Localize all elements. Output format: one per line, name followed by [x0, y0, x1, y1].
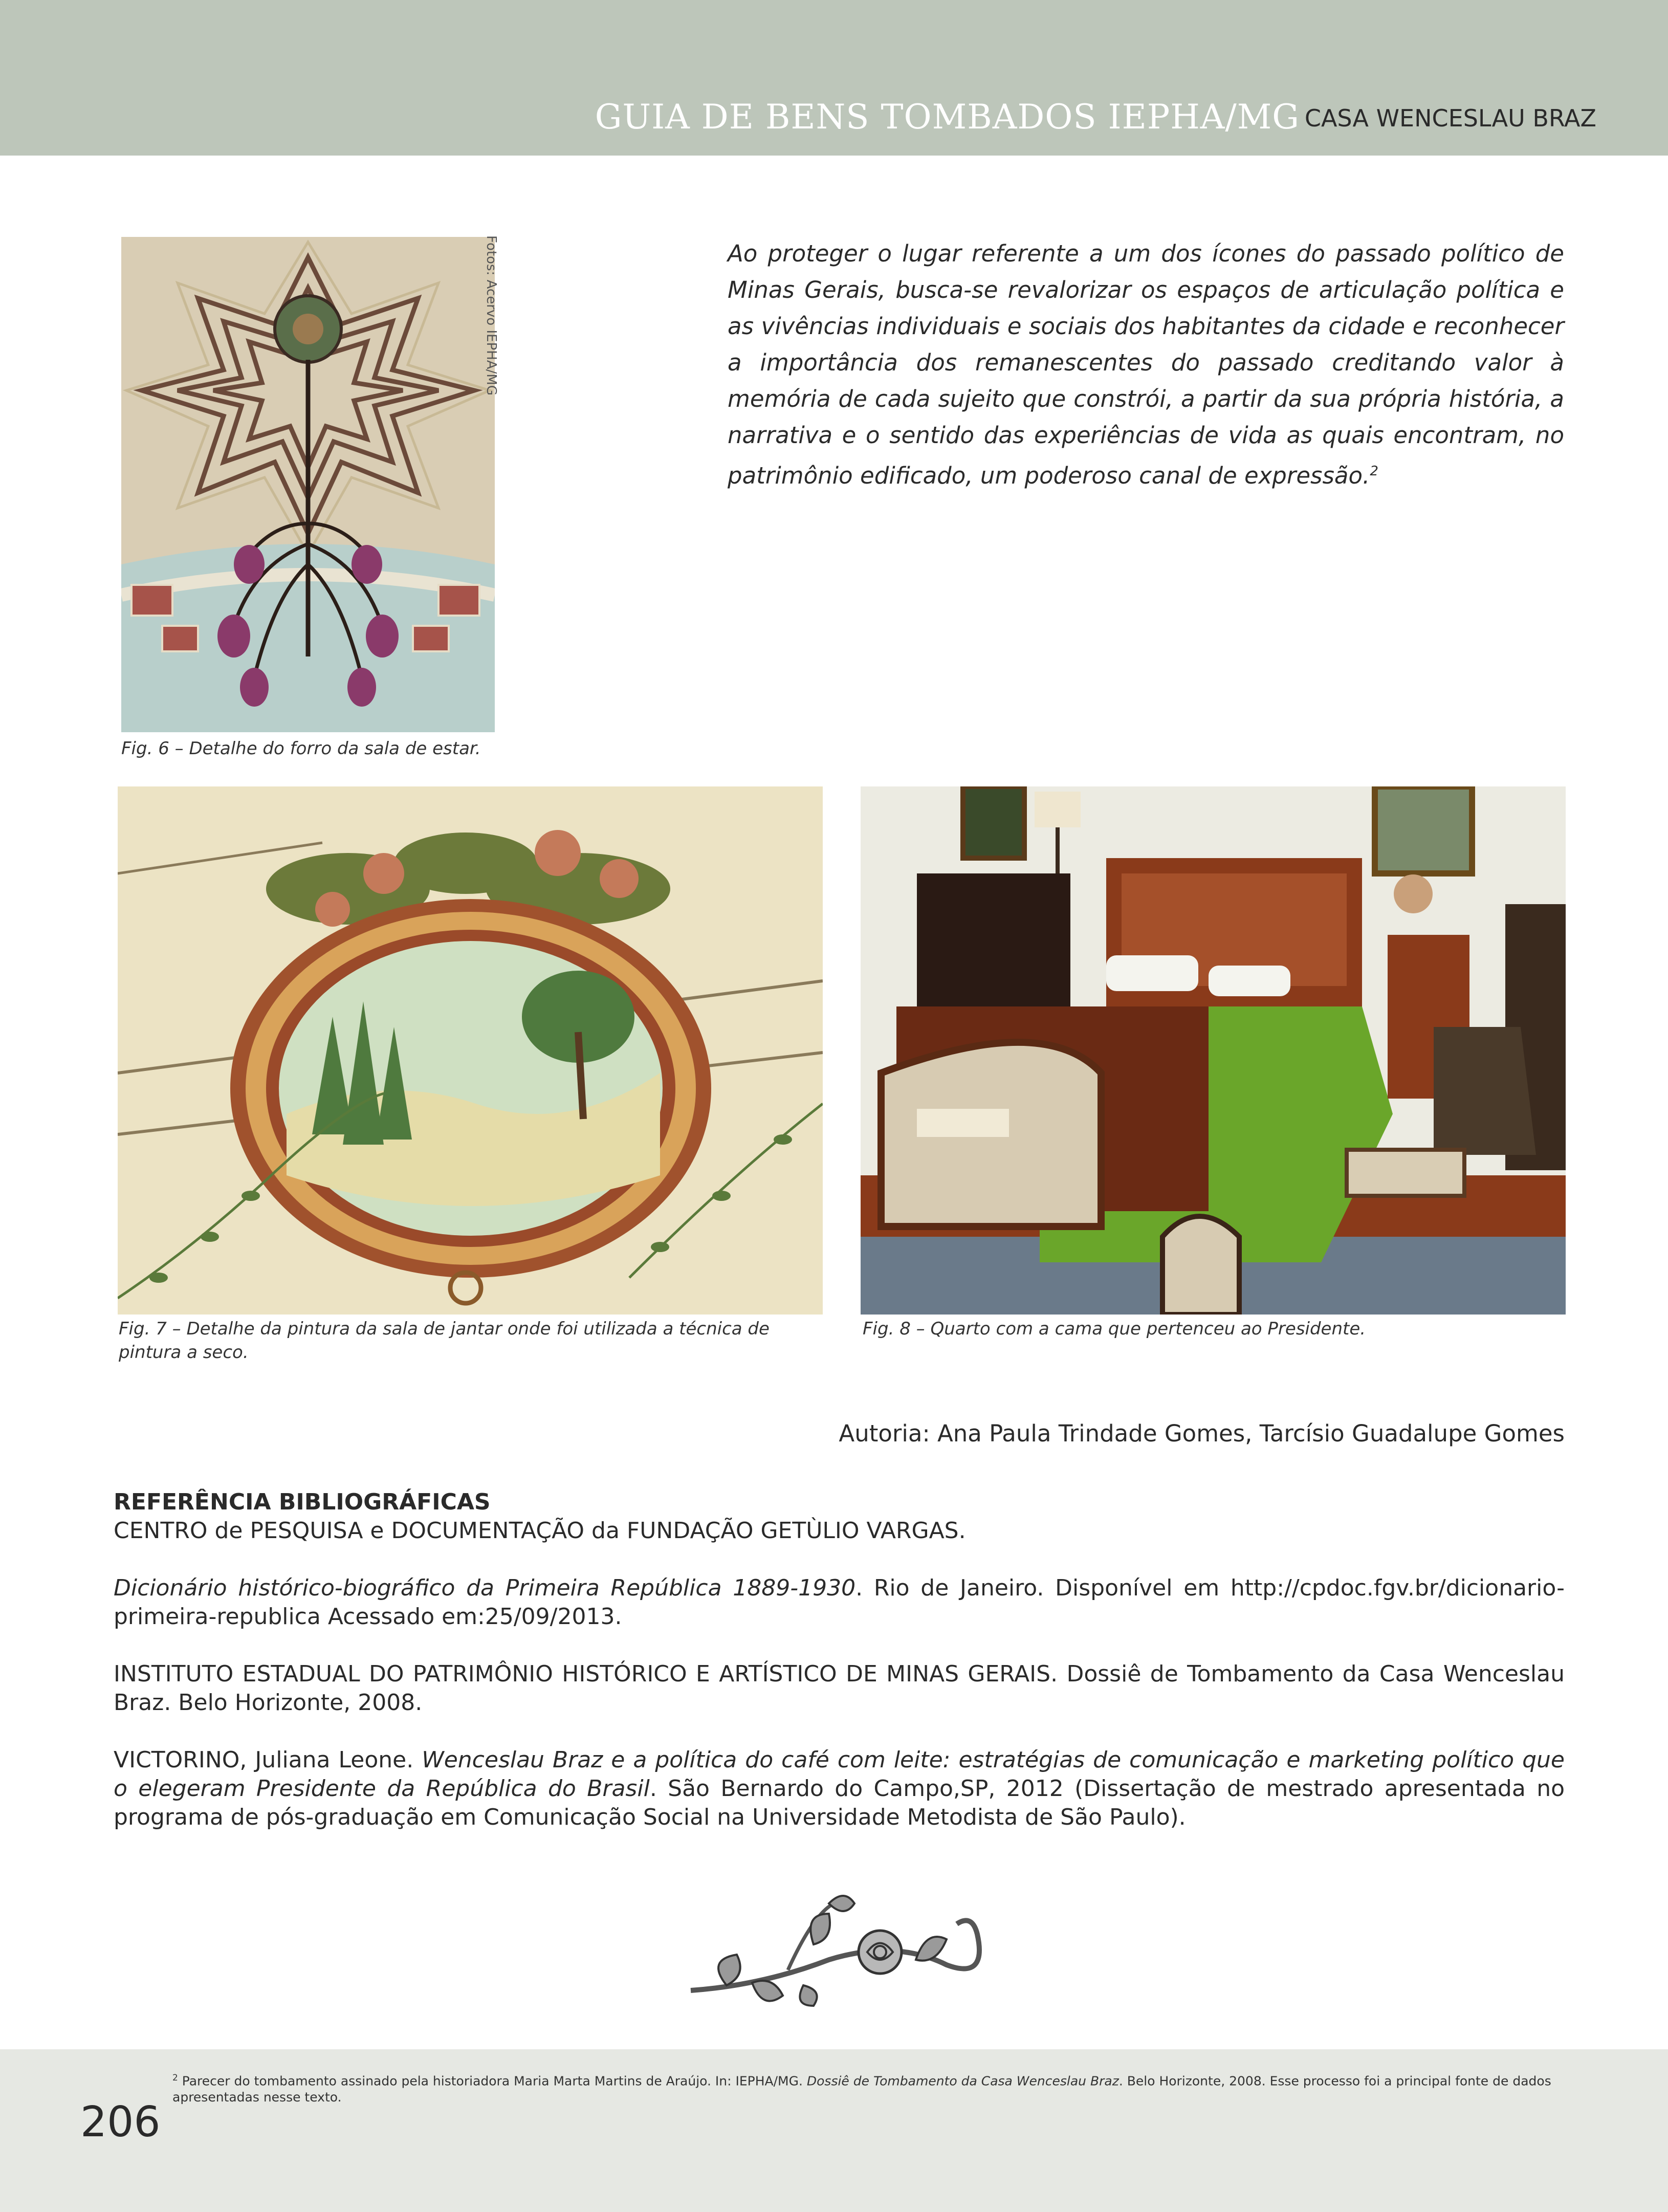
- reference-item: INSTITUTO ESTADUAL DO PATRIMÔNIO HISTÓRICO E ARTÍSTICO DE MINAS GERAIS. Dossiê de Tombamento da Casa Wenceslau Braz. Belo Horizonte, 2008.: [114, 1661, 1565, 1716]
- reference-item: CENTRO de PESQUISA e DOCUMENTAÇÃO da FUNDAÇÃO GETÙLIO VARGAS.: [114, 1518, 966, 1544]
- reference-author: VICTORINO, Juliana Leone.: [114, 1747, 422, 1773]
- page-header: [0, 0, 1668, 156]
- reference-details: . São Bernardo do Campo,SP, 2012 (Dissertação de mestrado apresentada no programa de pós-graduação em Comunicação Social na Universidade Metodista de São Paulo).: [114, 1776, 1565, 1830]
- quote-text: Ao proteger o lugar referente a um dos ícones do passado político de Minas Gerais, busca-se revalorizar os espaços de articulação política e as vivências individuais e sociais dos habitantes da cidade e reconhecer a importância dos remanescentes do passado creditando valor à memória de cada sujeito que constrói, a partir da sua própria história, a narrativa e o sentido das experiências de vida as quais encontram, no patrimônio edificado, um poderoso canal de expressão.: [728, 240, 1564, 489]
- reference-item: [114, 1746, 1565, 1832]
- fig7-painting-photo: [118, 786, 823, 1315]
- footnote: [172, 2070, 1600, 2106]
- authorship: Autoria: Ana Paula Trindade Gomes, Tarcísio Guadalupe Gomes: [839, 1420, 1565, 1447]
- reference-title: Dicionário histórico-biográfico da Primeira República 1889-1930: [114, 1575, 856, 1601]
- quote-footnote-mark: 2: [1370, 464, 1378, 479]
- reference-details: . Rio de Janeiro. Disponível em http://cpdoc.fgv.br/dicionario-primeira-republica Acessado em:25/09/2013.: [114, 1575, 1565, 1630]
- footnote-mark: 2: [172, 2073, 178, 2083]
- page-number: 206: [80, 2098, 161, 2147]
- guide-title: GUIA DE BENS TOMBADOS IEPHA/MG: [595, 97, 1300, 137]
- fig8-caption: Fig. 8 – Quarto com a cama que pertenceu ao Presidente.: [863, 1319, 1366, 1339]
- footnote-text: Parecer do tombamento assinado pela historiadora Maria Marta Martins de Araújo. In: IEPHA/MG.: [178, 2073, 807, 2089]
- photo-credit: Fotos: Acervo IEPHA/MG: [484, 235, 499, 396]
- references-section: [114, 1488, 1565, 1860]
- reference-title: Wenceslau Braz e a política do café com leite: estratégias de comunicação e marketing político que o elegeram Presidente da República do Brasil: [114, 1747, 1565, 1802]
- footnote-title: Dossiê de Tombamento da Casa Wenceslau Braz: [806, 2073, 1119, 2089]
- reference-item: [114, 1574, 1565, 1631]
- fig7-caption: Fig. 7 – Detalhe da pintura da sala de jantar onde foi utilizada a técnica de pintura a seco.: [119, 1319, 770, 1363]
- house-title: CASA WENCESLAU BRAZ: [1304, 104, 1596, 132]
- fig8-bedroom-photo: [861, 786, 1566, 1315]
- quote-paragraph: [728, 235, 1564, 494]
- rose-ornament: [660, 1883, 1018, 2011]
- fig6-ceiling-photo: [121, 237, 495, 732]
- footnote-text-after: . Belo Horizonte, 2008. Esse processo foi a principal fonte de dados apresentadas nesse texto.: [172, 2073, 1551, 2105]
- references-title: REFERÊNCIA BIBLIOGRÁFICAS: [114, 1489, 491, 1515]
- fig6-caption: Fig. 6 – Detalhe do forro da sala de estar.: [121, 738, 481, 759]
